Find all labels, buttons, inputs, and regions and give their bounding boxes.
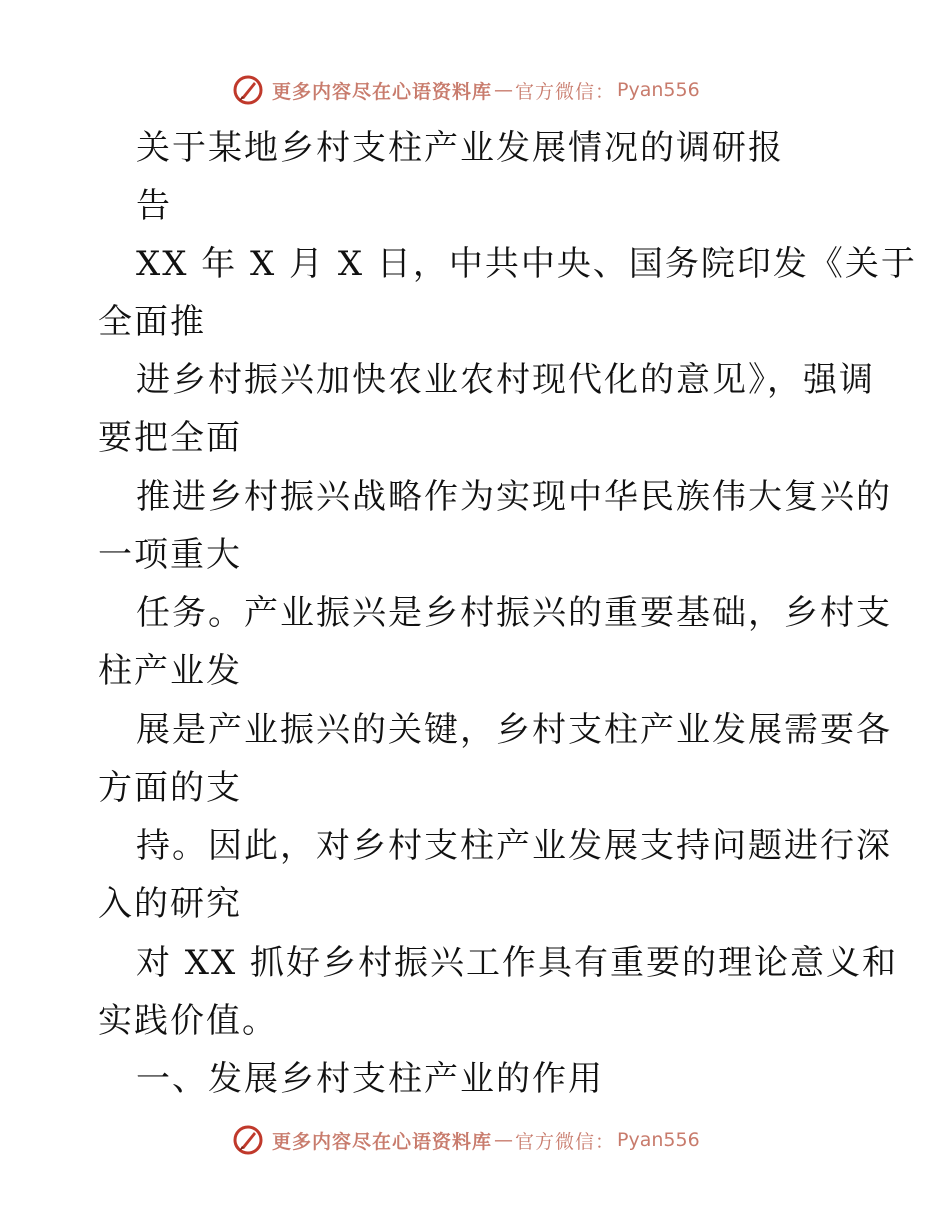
body-line: 全面推 [98, 302, 206, 342]
quill-logo-icon [232, 74, 264, 106]
body-line: 展是产业振兴的关键，乡村支柱产业发展需要各 [136, 710, 892, 750]
document-title-line-1: 关于某地乡村支柱产业发展情况的调研报 [136, 128, 784, 168]
body-line: 持。因此，对乡村支柱产业发展支持问题进行深 [136, 826, 892, 866]
watermark-wechat-label: 官方微信： [515, 1130, 616, 1153]
body-line: XX 年 X 月 X 日，中共中央、国务院印发《关于 [136, 244, 917, 284]
watermark-brand: 更多内容尽在心语资料库 [272, 1130, 493, 1153]
section-heading: 一、发展乡村支柱产业的作用 [136, 1059, 604, 1099]
document-title-line-2: 告 [136, 186, 172, 226]
body-line: 实践价值。 [98, 1001, 278, 1041]
body-line: 推进乡村振兴战略作为实现中华民族伟大复兴的 [136, 477, 892, 517]
body-line: 一项重大 [98, 535, 242, 575]
watermark-wechat-label: 官方微信： [515, 80, 616, 103]
body-line: 柱产业发 [98, 651, 242, 691]
watermark-separator: — [494, 79, 514, 101]
watermark-wechat-id: Pyan556 [617, 79, 700, 101]
watermark-banner-top [232, 72, 732, 108]
body-line: 对 XX 抓好乡村振兴工作具有重要的理论意义和 [136, 943, 899, 983]
body-line: 要把全面 [98, 418, 242, 458]
body-line: 方面的支 [98, 768, 242, 808]
body-line: 进乡村振兴加快农业农村现代化的意见》，强调 [136, 360, 875, 400]
watermark-brand: 更多内容尽在心语资料库 [272, 80, 493, 103]
watermark-banner-bottom [232, 1122, 732, 1158]
body-line: 入的研究 [98, 884, 242, 924]
watermark-separator: — [494, 1129, 514, 1151]
body-line: 任务。产业振兴是乡村振兴的重要基础，乡村支 [136, 593, 892, 633]
quill-logo-icon [232, 1124, 264, 1156]
watermark-wechat-id: Pyan556 [617, 1129, 700, 1151]
